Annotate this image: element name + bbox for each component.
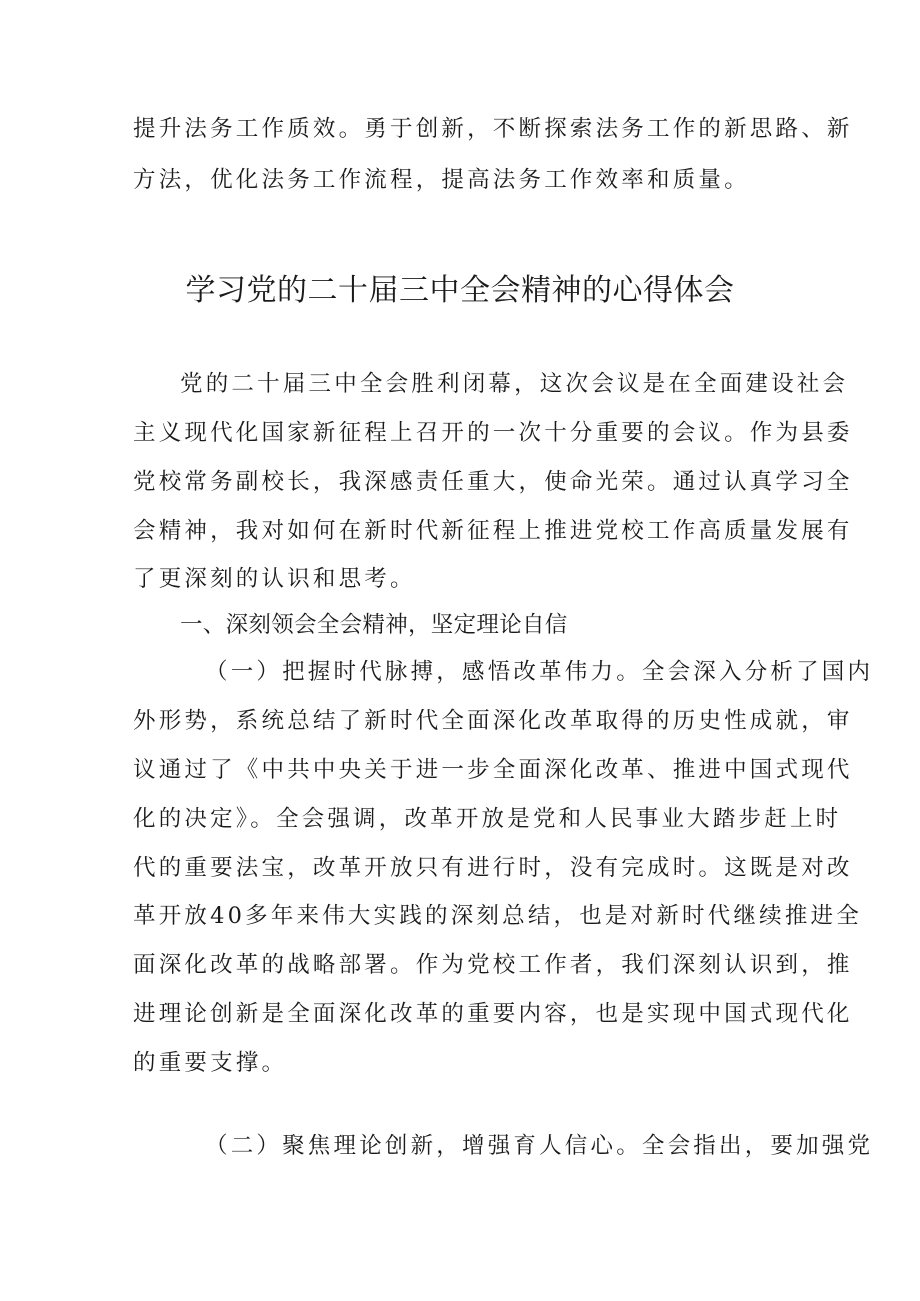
intro-line: 主义现代化国家新征程上召开的一次十分重要的会议。作为县委 [133,420,853,446]
continuation-line: 提升法务工作质效。勇于创新，不断探索法务工作的新思路、新 [133,116,853,142]
paragraph-line: 外形势，系统总结了新时代全面深化改革取得的历史性成就，审 [133,708,853,734]
paragraph-line: 的重要支撑。 [133,1050,288,1076]
intro-line: 党校常务副校长，我深感责任重大，使命光荣。通过认真学习全 [133,469,853,495]
paragraph-line: 化的决定》。全会强调，改革开放是党和人民事业大踏步赶上时 [133,806,842,832]
intro-line: 会精神，我对如何在新时代新征程上推进党校工作高质量发展有 [133,518,853,544]
document-title: 学习党的二十届三中全会精神的心得体会 [185,273,735,308]
paragraph-line: 代的重要法宝，改革开放只有进行时，没有完成时。这既是对改 [133,855,853,881]
paragraph-line: 议通过了《中共中央关于进一步全面深化改革、推进中国式现代 [133,757,853,783]
paragraph-line: 进理论创新是全面深化改革的重要内容，也是实现中国式现代化 [133,1001,853,1027]
intro-line: 党的二十届三中全会胜利闭幕，这次会议是在全面建设社会 [180,371,849,397]
paragraph-line: 革开放40多年来伟大实践的深刻总结，也是对新时代继续推进全 [133,903,862,929]
section-heading: 一、深刻领会全会精神，坚定理论自信 [180,612,568,638]
continuation-line: 方法，优化法务工作流程，提高法务工作效率和质量。 [133,167,750,193]
paragraph-line: （二）聚焦理论创新，增强育人信心。全会指出，要加强党 [205,1133,874,1159]
intro-line: 了更深刻的认识和思考。 [133,566,416,592]
paragraph-line: 面深化改革的战略部署。作为党校工作者，我们深刻认识到，推 [133,952,853,978]
paragraph-line: （一）把握时代脉搏，感悟改革伟力。全会深入分析了国内 [205,659,874,685]
